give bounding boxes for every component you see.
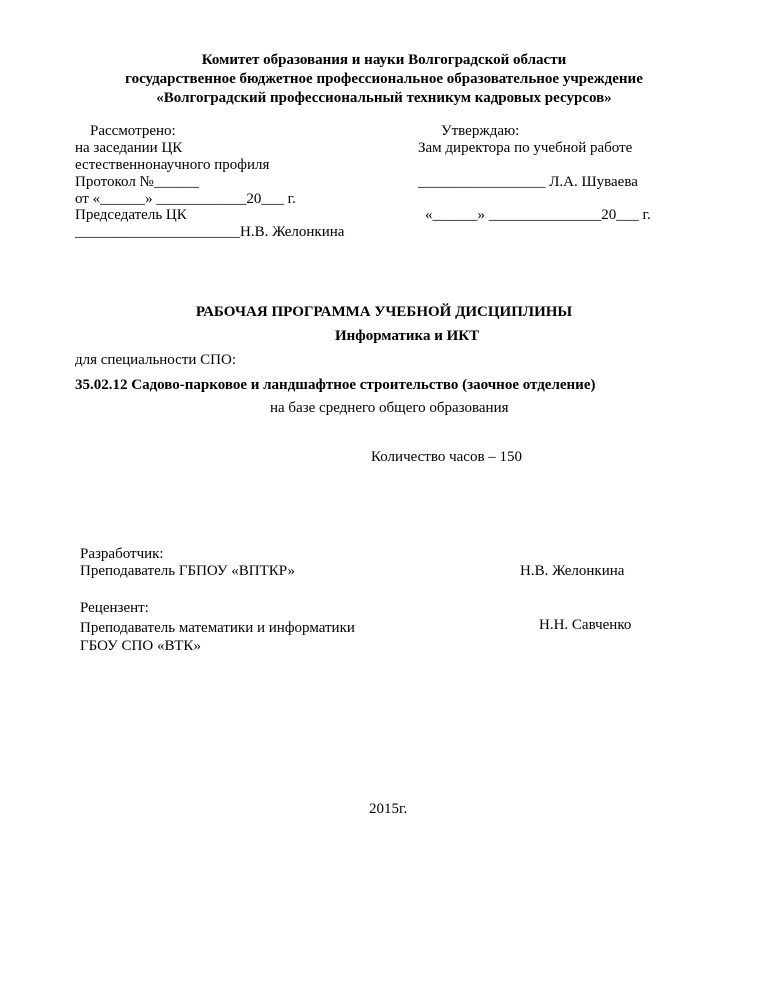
developer-position: Преподаватель ГБПОУ «ВПТКР» [80, 563, 296, 579]
considered-signature: ______________________Н.В. Желонкина [75, 224, 345, 240]
reviewer-position: Преподаватель математики и информатики [80, 620, 355, 636]
institution-name: «Волгоградский профессиональный техникум кадровых ресурсов» [156, 90, 612, 106]
for-specialty-label: для специальности СПО: [75, 352, 237, 368]
committee-name: Комитет образования и науки Волгоградской области [201, 52, 567, 68]
approved-date: «______» _______________20___ г. [425, 207, 651, 223]
considered-date: от «______» ____________20___ г. [75, 191, 296, 207]
developer-label: Разработчик: [80, 546, 164, 562]
reviewer-org: ГБОУ СПО «ВТК» [80, 638, 201, 654]
discipline-name: Информатика и ИКТ [335, 328, 480, 344]
considered-title: Рассмотрено: [90, 123, 176, 139]
hours-count: Количество часов – 150 [371, 449, 523, 465]
considered-profile: естественнонаучного профиля [75, 157, 270, 173]
document-year: 2015г. [369, 801, 408, 817]
approved-signature: _________________ Л.А. Шуваева [418, 174, 638, 190]
reviewer-name: Н.Н. Савченко [539, 617, 632, 633]
specialty-name: 35.02.12 Садово-парковое и ландшафтное строительство (заочное отделение) [75, 377, 596, 393]
education-basis: на базе среднего общего образования [270, 400, 509, 416]
approved-position: Зам директора по учебной работе [418, 140, 633, 156]
approved-title: Утверждаю: [441, 123, 520, 139]
considered-chair: Председатель ЦК [75, 207, 187, 223]
reviewer-label: Рецензент: [80, 600, 149, 616]
considered-protocol: Протокол №______ [75, 174, 199, 190]
considered-meeting: на заседании ЦК [75, 140, 183, 156]
developer-name: Н.В. Желонкина [520, 563, 625, 579]
program-title: РАБОЧАЯ ПРОГРАММА УЧЕБНОЙ ДИСЦИПЛИНЫ [195, 304, 573, 320]
institution-type: государственное бюджетное профессиональное образовательное учреждение [125, 71, 643, 87]
